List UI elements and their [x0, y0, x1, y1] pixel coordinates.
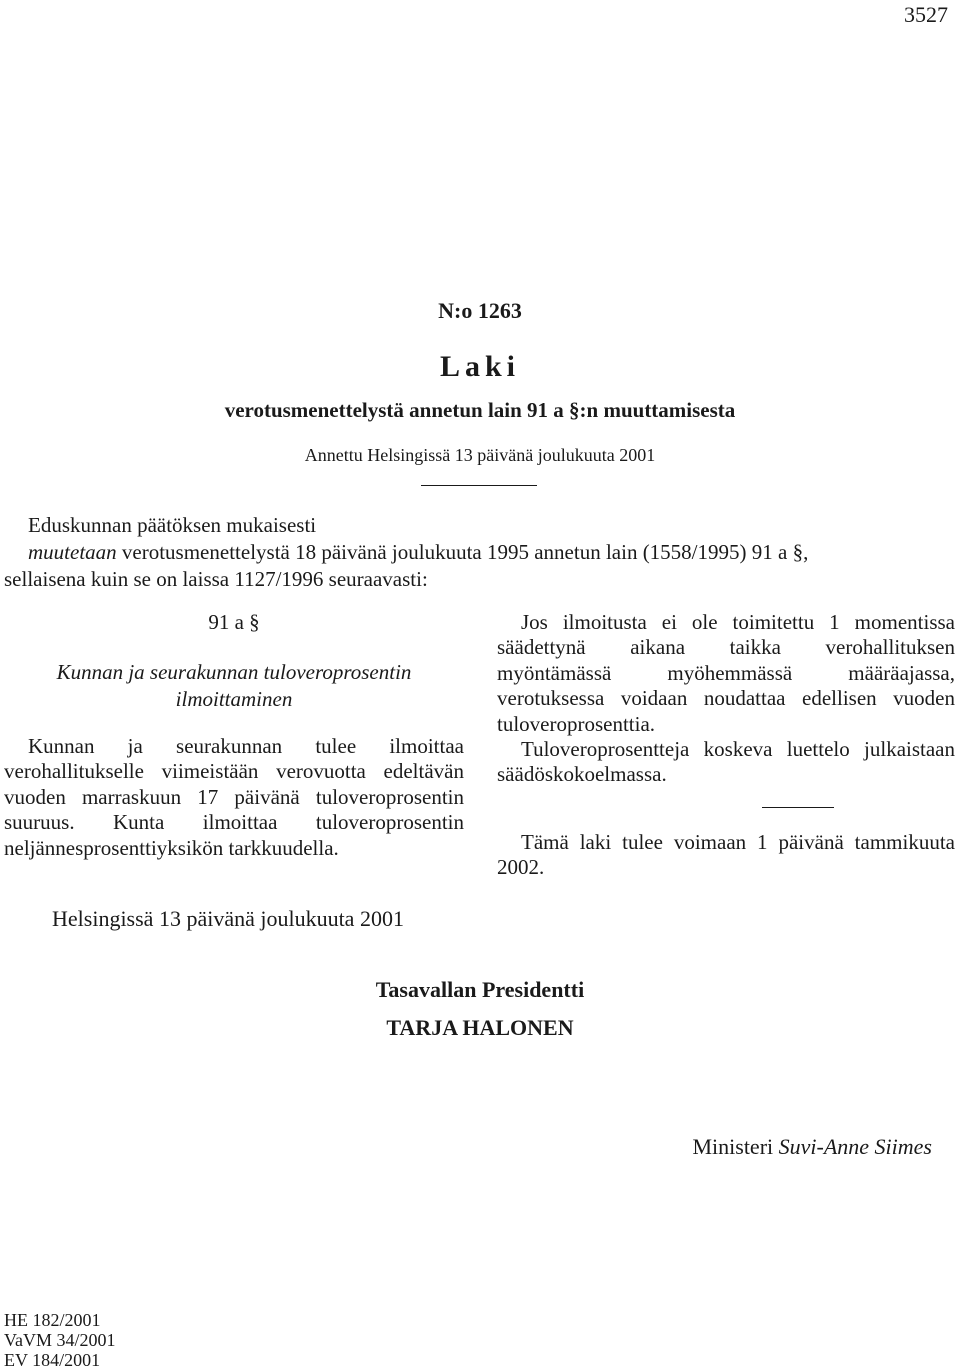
section-paragraph-1: Kunnan ja seurakunnan tulee ilmoittaa verohallitukselle viimeistään verovuotta edeltävän vuoden marraskuun 17 päivänä tuloveroprosentin suuruus. Kunta ilmoittaa tuloveroprosentin neljännesprosenttiyksikön tarkkuudella.	[4, 734, 464, 860]
amendment-line-2: sellaisena kuin se on laissa 1127/1996 seuraavasti:	[4, 567, 428, 591]
document-type: Laki	[439, 350, 521, 383]
reference-item: HE 182/2001	[4, 1310, 101, 1330]
page-number: 3527	[904, 2, 948, 27]
amendment-verb: muutetaan	[28, 540, 117, 564]
preamble: Eduskunnan päätöksen mukaisesti	[28, 513, 317, 537]
amendment-text: verotusmenettelystä 18 päivänä joulukuuta 1995 annetun lain (1558/1995) 91 a §,	[116, 540, 809, 564]
section-paragraph-3: Tuloveroprosentteja koskeva luettelo julkaistaan säädöskokoelmassa.	[497, 737, 955, 787]
reference-item: VaVM 34/2001	[4, 1330, 116, 1350]
section-subtitle-line-1: Kunnan ja seurakunnan tuloveroprosentin	[56, 660, 412, 684]
entry-into-force: Tämä laki tulee voimaan 1 päivänä tammikuuta 2002.	[497, 830, 955, 880]
section-heading: 91 a §	[208, 610, 260, 634]
law-number: N:o 1263	[438, 298, 522, 323]
place-date: Helsingissä 13 päivänä joulukuuta 2001	[52, 906, 404, 931]
signatory-role: Tasavallan Presidentti	[375, 977, 585, 1002]
section-paragraph-2: Jos ilmoitusta ei ole toimitettu 1 momentissa säädettynä aikana taikka verohallituksen myöntämässä myöhemmässä määräajassa, verotuksessa voidaan noudattaa edellisen vuoden tuloveroprosenttia.	[497, 610, 955, 736]
references	[4, 1310, 116, 1370]
minister-name: Suvi-Anne Siimes	[778, 1134, 932, 1159]
section-subtitle-line-2: ilmoittaminen	[175, 687, 293, 711]
divider	[762, 807, 834, 808]
law-title: verotusmenettelystä annetun lain 91 a §:n muuttamisesta	[224, 398, 736, 422]
amendment-line-1	[28, 539, 808, 566]
issued-line: Annettu Helsingissä 13 päivänä joulukuuta 2001	[304, 445, 656, 465]
divider	[421, 485, 537, 486]
reference-item: EV 184/2001	[4, 1350, 101, 1370]
president-name: TARJA HALONEN	[386, 1015, 574, 1040]
minister-title: Ministeri	[692, 1134, 774, 1159]
minister-signature	[692, 1134, 932, 1160]
right-column	[497, 610, 955, 788]
section-subtitle	[4, 659, 464, 713]
